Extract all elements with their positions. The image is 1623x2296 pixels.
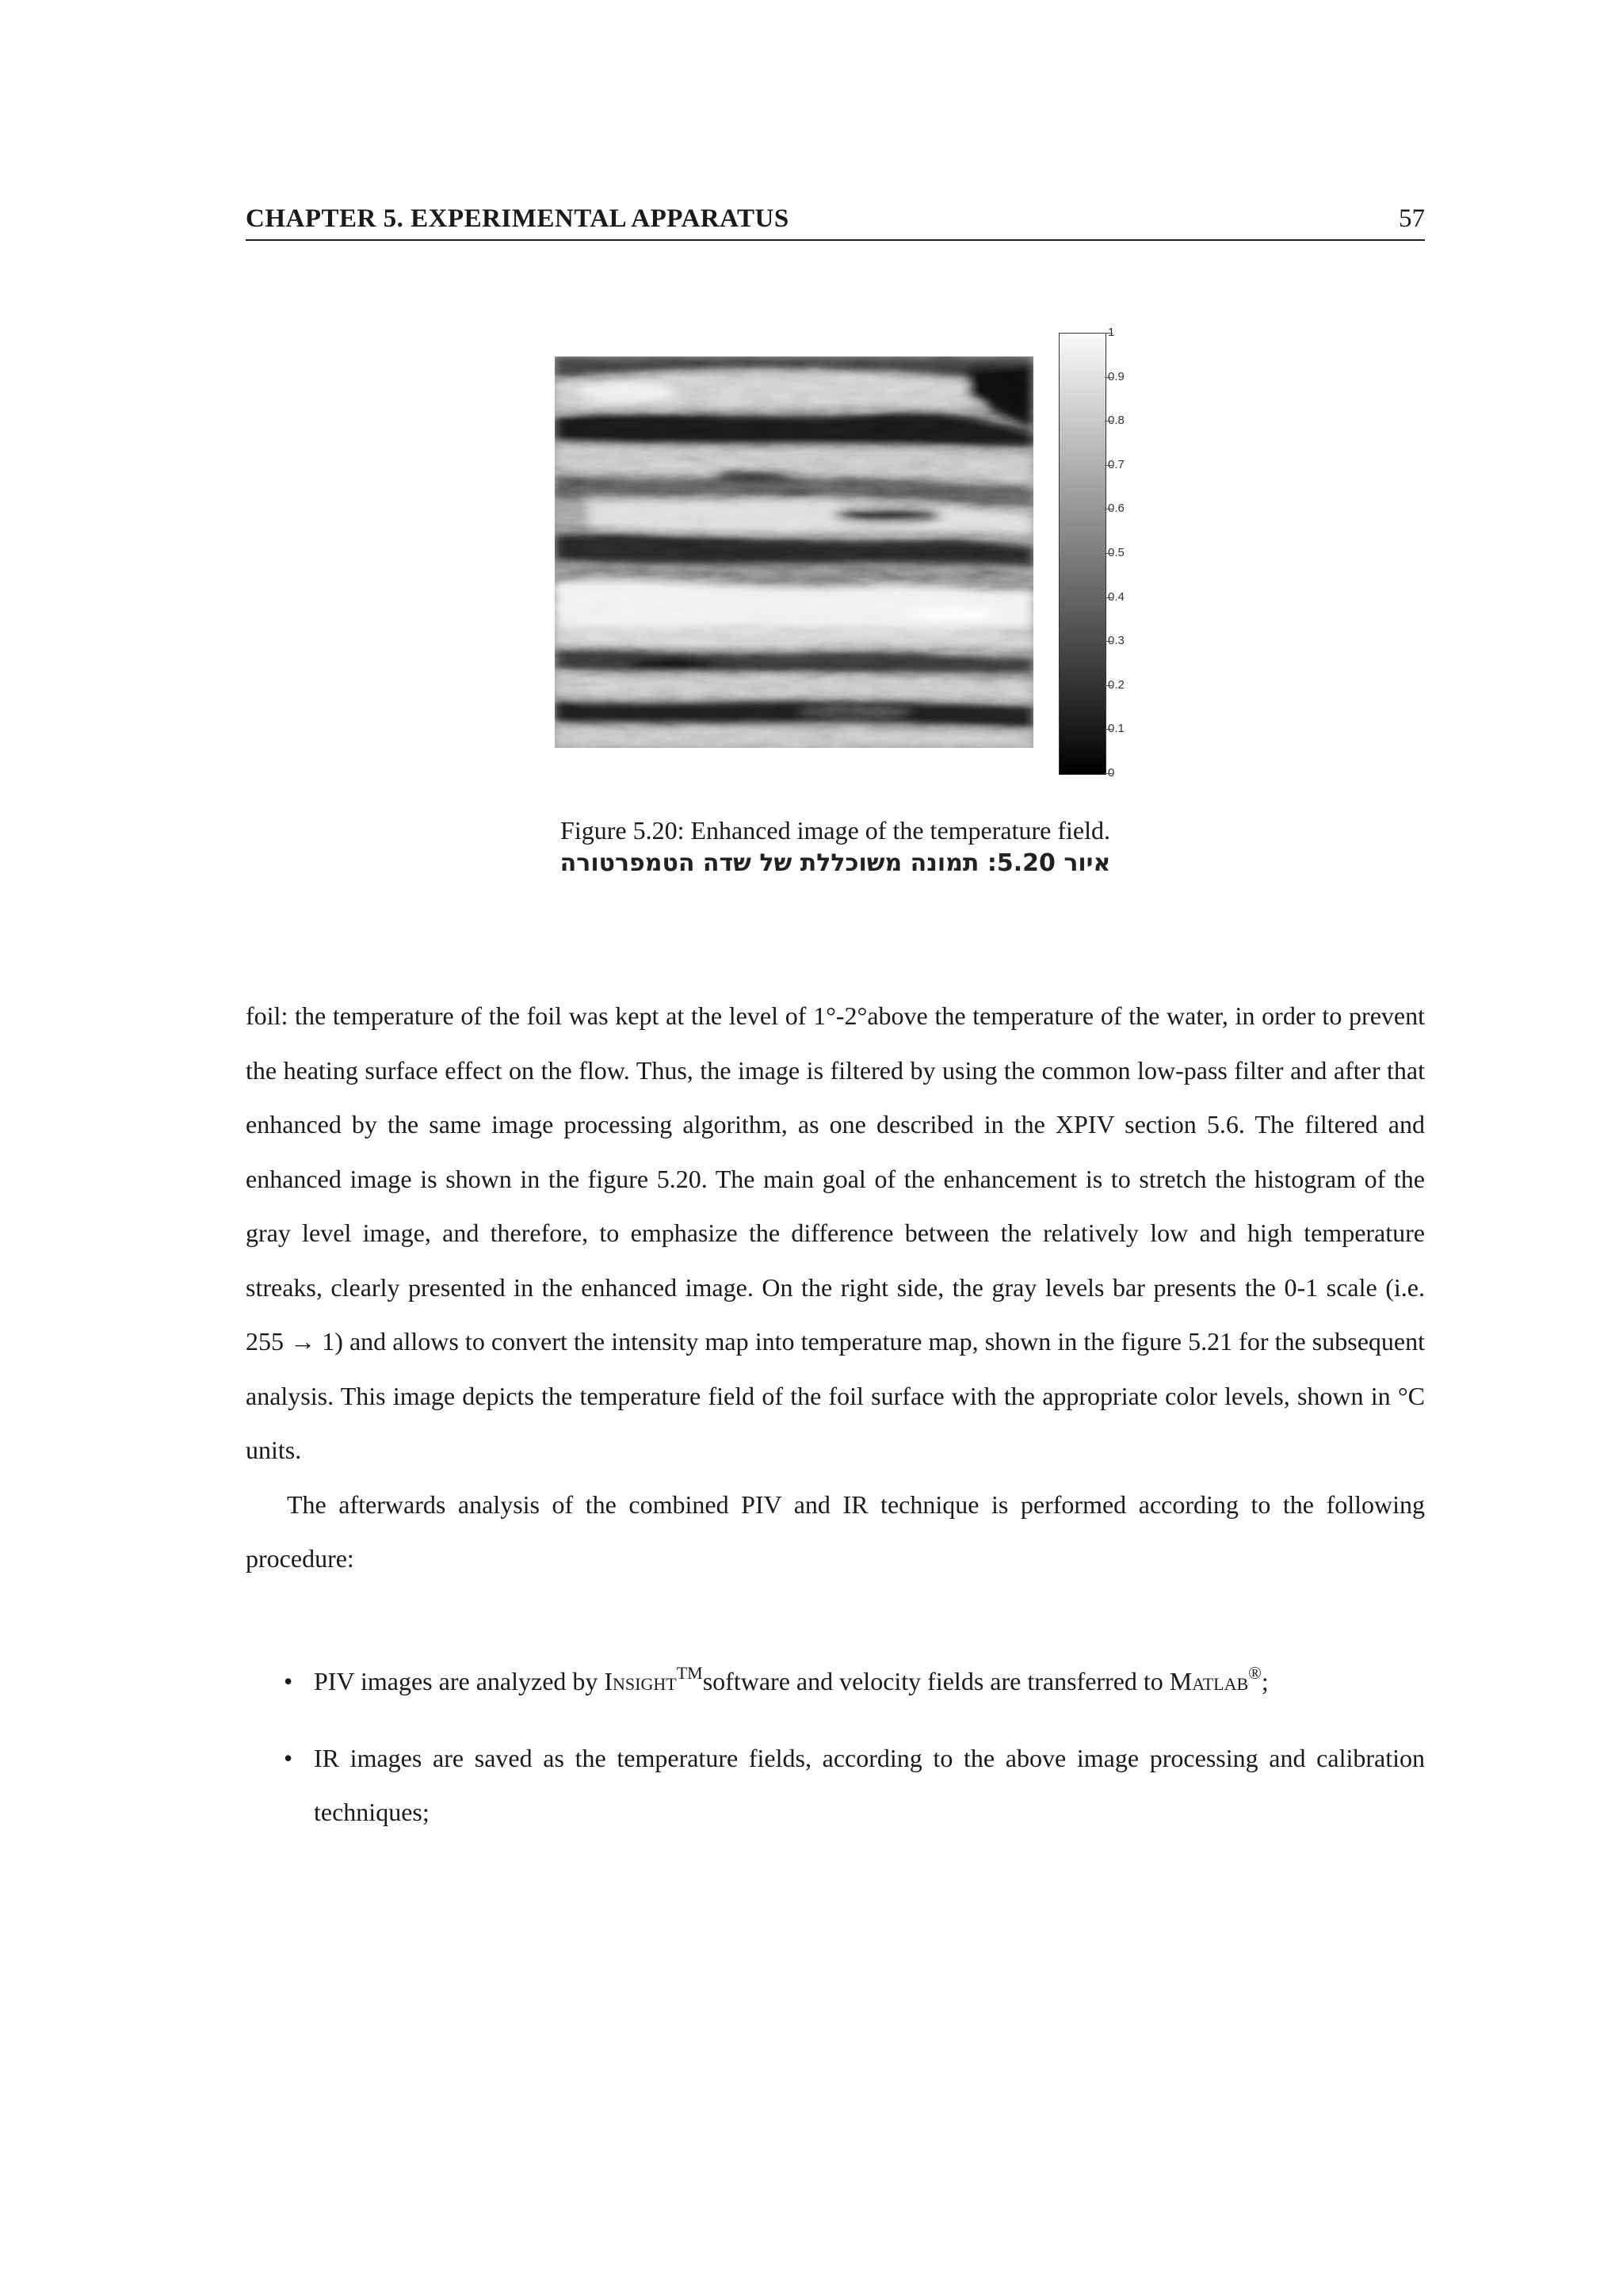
- colorbar-tick-label: 0.8: [1108, 414, 1125, 428]
- colorbar-tick-label: 0.5: [1108, 546, 1125, 559]
- colorbar-tick-label: 0.9: [1108, 369, 1125, 383]
- colorbar-tick-label: 1: [1108, 326, 1115, 339]
- colorbar-tick-label: 0.2: [1108, 677, 1125, 692]
- colorbar-tick-label: 0.7: [1108, 457, 1125, 471]
- list-item-text: IR images are saved as the temperature fields, according to the above image processing and calibration techniques;: [314, 1743, 1425, 1826]
- list-item: [246, 1654, 1425, 1709]
- list-item-text: PIV images are analyzed by: [314, 1667, 605, 1695]
- gray-level-colorbar: [1059, 333, 1106, 775]
- registered-mark: ®: [1248, 1663, 1262, 1683]
- procedure-list: [246, 1654, 1425, 1862]
- paragraph-2: The afterwards analysis of the combined PIV and IR technique is performed according to the following procedure:: [246, 1489, 1425, 1573]
- paragraph-1: foil: the temperature of the foil was kept at the level of 1°-2°above the temperature of the water, in order to prevent the heating surface effect on the flow. Thus, the image is filtered by using the common low-pass filter and after that enhanced by the same image processing algorithm, as one described in the XPIV section 5.6. The filtered and enhanced image is shown in the figure 5.20. The main goal of the enhancement is to stretch the histogram of the gray level image, and therefore, to emphasize the difference between the relatively low and high temperature streaks, clearly presented in the enhanced image. On the right side, the gray levels bar presents the 0-1 scale (i.e. 255 → 1) and allows to convert the intensity map into temperature map, shown in the figure 5.21 for the subsequent analysis. This image depicts the temperature field of the foil surface with the appropriate color levels, shown in °C units.: [246, 1001, 1425, 1464]
- colorbar-tick-label: 0.6: [1108, 502, 1125, 516]
- bullet-icon: •: [284, 1667, 293, 1695]
- list-item: [246, 1731, 1425, 1840]
- colorbar-tick-label: 0.1: [1108, 722, 1125, 736]
- page-number: 57: [1399, 204, 1425, 233]
- colorbar-tick-label: 0.4: [1108, 589, 1125, 604]
- colorbar-tick-label: 0.3: [1108, 634, 1125, 648]
- software-name: Matlab: [1169, 1667, 1249, 1695]
- body-text: [246, 989, 1425, 1586]
- temperature-field-image: [555, 357, 1033, 748]
- list-item-text: software and velocity fields are transferred to: [702, 1667, 1170, 1695]
- trademark-mark: TM: [676, 1663, 703, 1683]
- bullet-icon: •: [284, 1743, 293, 1772]
- software-name: Insight: [604, 1667, 677, 1695]
- running-header: [246, 204, 1425, 241]
- chapter-title: CHAPTER 5. EXPERIMENTAL APPARATUS: [246, 204, 789, 233]
- list-item-text: ;: [1261, 1667, 1269, 1695]
- figure-caption-english: Figure 5.20: Enhanced image of the temperature field.: [560, 816, 1110, 845]
- colorbar-tick-label: 0: [1108, 766, 1115, 780]
- figure-caption-hebrew: איור 5.20: תמונה משוכללת של שדה הטמפרטורה: [559, 849, 1111, 877]
